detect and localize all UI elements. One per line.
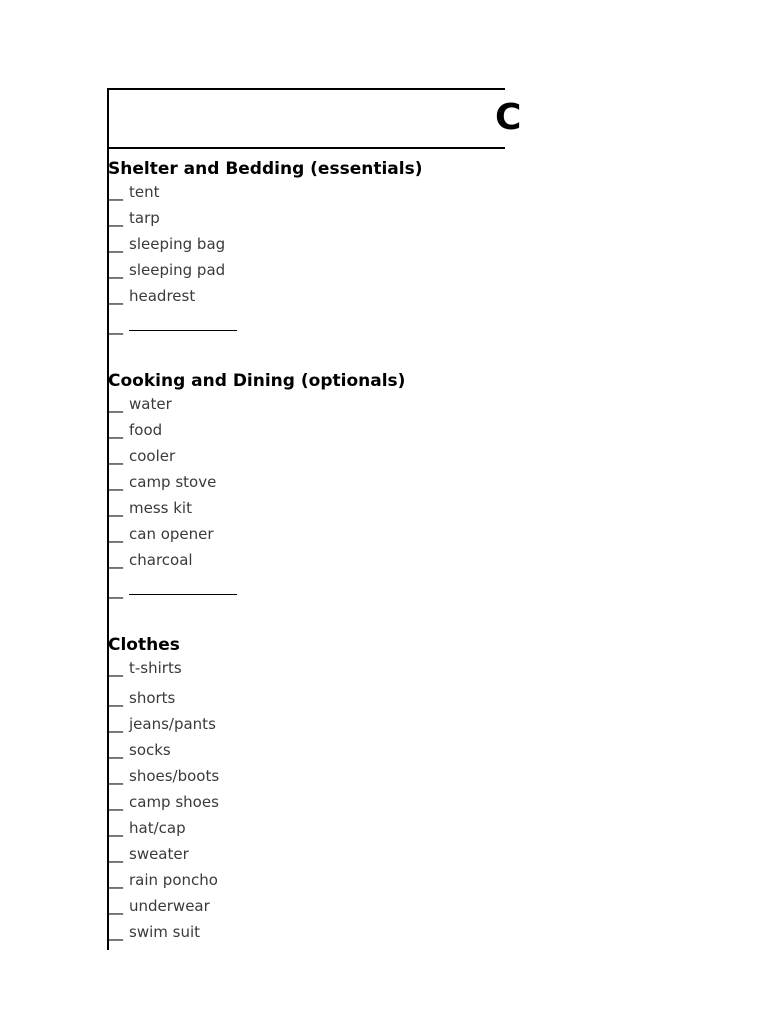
checklist-item[interactable] (108, 659, 182, 677)
checkbox-blank[interactable]: __ (108, 421, 123, 439)
write-in-line[interactable] (129, 582, 237, 595)
checklist-item[interactable] (108, 551, 193, 569)
title-area (109, 90, 522, 147)
checkbox-blank[interactable]: __ (108, 581, 123, 599)
item-label: shoes/boots (129, 767, 220, 785)
checklist-item[interactable] (108, 923, 200, 941)
write-in-line[interactable] (129, 318, 237, 331)
checklist-item[interactable] (108, 209, 160, 227)
checkbox-blank[interactable]: __ (108, 473, 123, 491)
item-label: mess kit (129, 499, 192, 517)
item-label: food (129, 421, 163, 439)
checkbox-blank[interactable]: __ (108, 447, 123, 465)
checkbox-blank[interactable]: __ (108, 715, 123, 733)
item-label: sweater (129, 845, 189, 863)
section-heading-cooking: Cooking and Dining (optionals) (108, 371, 406, 391)
item-label: camp shoes (129, 793, 219, 811)
item-label: sleeping bag (129, 235, 226, 253)
item-label: can opener (129, 525, 214, 543)
checklist-item[interactable] (108, 447, 175, 465)
checkbox-blank[interactable]: __ (108, 183, 123, 201)
checkbox-blank[interactable]: __ (108, 659, 123, 677)
checklist-item[interactable] (108, 473, 216, 491)
item-label: t-shirts (129, 659, 182, 677)
item-label: charcoal (129, 551, 193, 569)
checklist-item[interactable] (108, 741, 171, 759)
checkbox-blank[interactable]: __ (108, 845, 123, 863)
item-label: tent (129, 183, 160, 201)
item-label: jeans/pants (129, 715, 216, 733)
checklist-item[interactable] (108, 897, 210, 915)
item-label: camp stove (129, 473, 217, 491)
checkbox-blank[interactable]: __ (108, 689, 123, 707)
checklist-item[interactable] (108, 845, 189, 863)
page-title: C (495, 97, 522, 138)
item-label: tarp (129, 209, 160, 227)
item-label: headrest (129, 287, 196, 305)
checklist-item-write-in[interactable] (108, 581, 237, 599)
checkbox-blank[interactable]: __ (108, 287, 123, 305)
checklist-item[interactable] (108, 499, 192, 517)
item-label: hat/cap (129, 819, 186, 837)
checkbox-blank[interactable]: __ (108, 209, 123, 227)
checklist-item[interactable] (108, 525, 214, 543)
checklist-item[interactable] (108, 793, 219, 811)
item-label: cooler (129, 447, 176, 465)
checklist-item[interactable] (108, 287, 195, 305)
item-label: rain poncho (129, 871, 218, 889)
checklist-item[interactable] (108, 871, 218, 889)
title-divider (107, 147, 505, 149)
checkbox-blank[interactable]: __ (108, 525, 123, 543)
checkbox-blank[interactable]: __ (108, 499, 123, 517)
checklist-item[interactable] (108, 235, 225, 253)
checkbox-blank[interactable]: __ (108, 897, 123, 915)
checklist-item[interactable] (108, 819, 186, 837)
checklist-item[interactable] (108, 421, 162, 439)
checkbox-blank[interactable]: __ (108, 317, 123, 335)
checkbox-blank[interactable]: __ (108, 793, 123, 811)
section-heading-clothes: Clothes (108, 635, 180, 655)
checkbox-blank[interactable]: __ (108, 551, 123, 569)
checklist-item[interactable] (108, 689, 175, 707)
checkbox-blank[interactable]: __ (108, 871, 123, 889)
item-label: shorts (129, 689, 176, 707)
checklist-item-write-in[interactable] (108, 317, 237, 335)
item-label: sleeping pad (129, 261, 226, 279)
item-label: socks (129, 741, 171, 759)
checkbox-blank[interactable]: __ (108, 235, 123, 253)
checkbox-blank[interactable]: __ (108, 395, 123, 413)
checklist-item[interactable] (108, 715, 216, 733)
checkbox-blank[interactable]: __ (108, 923, 123, 941)
section-heading-shelter: Shelter and Bedding (essentials) (108, 159, 423, 179)
checkbox-blank[interactable]: __ (108, 767, 123, 785)
checklist-item[interactable] (108, 261, 225, 279)
checklist-item[interactable] (108, 395, 172, 413)
checkbox-blank[interactable]: __ (108, 261, 123, 279)
checklist-item[interactable] (108, 183, 160, 201)
item-label: underwear (129, 897, 210, 915)
checkbox-blank[interactable]: __ (108, 741, 123, 759)
checklist-item[interactable] (108, 767, 219, 785)
checkbox-blank[interactable]: __ (108, 819, 123, 837)
item-label: swim suit (129, 923, 201, 941)
item-label: water (129, 395, 172, 413)
